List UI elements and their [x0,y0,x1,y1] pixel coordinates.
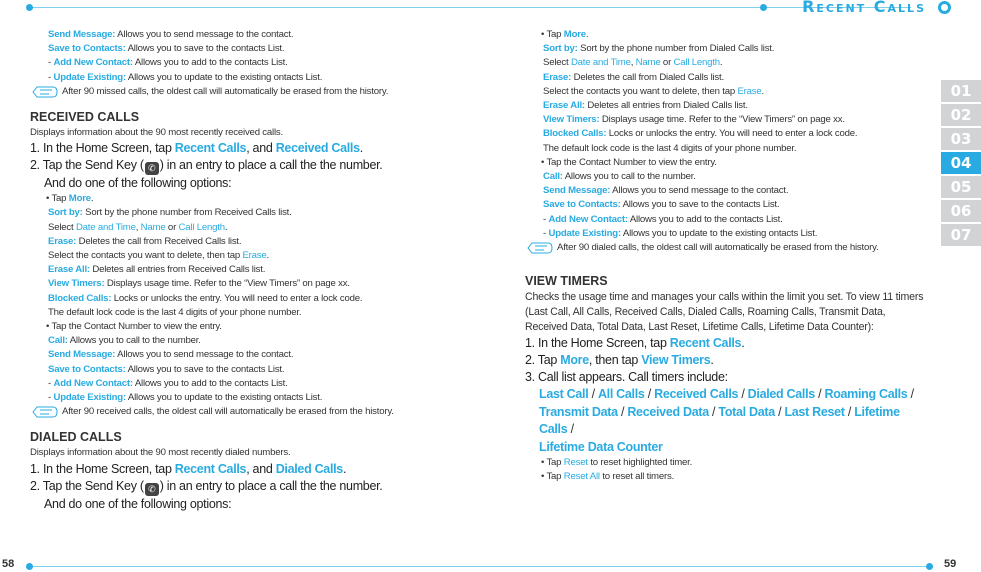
lock-code-note: The default lock code is the last 4 digits of your phone number. [48,306,302,318]
section-title: Recent Calls [802,0,926,16]
timers-step-1: 1. In the Home Screen, tap Recent Calls. [525,336,745,351]
option-call: Call: Allows you to call to the number. [48,335,201,347]
received-step-2-sub: And do one of the following options: [44,176,232,191]
recent-calls-link[interactable]: Recent Calls [174,461,247,476]
option-save-to-contacts: Save to Contacts: Allows you to save to the contacts List. [48,363,285,375]
option-send-message: Send Message: Allows you to send message to the contact. [48,29,294,40]
timer-total-data[interactable]: Total Data [718,404,775,419]
option-add-new-contact: - Add New Contact: Allows you to add to the contacts List. [48,377,288,389]
received-step-1: 1. In the Home Screen, tap Recent Calls, and Received Calls. [30,141,363,156]
top-rule-dot [26,4,33,11]
option-update-existing: - Update Existing: Allows you to update to the existing ontacts List. [48,71,323,83]
received-calls-heading: RECEIVED CALLS [30,110,140,125]
option-send-message: Send Message: Allows you to send message to the contact. [543,185,789,197]
phone-icon: ✆ [145,162,159,175]
bottom-rule-dot-left [26,563,33,570]
more-link[interactable]: More [68,193,91,205]
option-erase: Erase: Deletes the call from Received Calls list. [48,235,242,247]
timer-all-calls[interactable]: All Calls [597,387,645,402]
option-update-existing: - Update Existing: Allows you to update to the existing ontacts List. [543,227,818,239]
more-link[interactable]: More [560,353,589,368]
sort-options: Select Date and Time, Name or Call Length. [48,221,228,233]
option-update-existing: - Update Existing: Allows you to update to the existing ontacts List. [48,392,323,404]
tap-contact-number: • Tap the Contact Number to view the entry. [46,321,222,333]
received-calls-link[interactable]: Received Calls [275,141,360,156]
option-blocked-calls: Blocked Calls: Locks or unlocks the entry. You will need to enter a lock code. [543,128,858,140]
option-send-message: Send Message: Allows you to send message to the contact. [48,349,294,361]
option-view-timers: View Timers: Displays usage time. Refer to the “View Timers” on page xx. [543,114,845,126]
option-erase-all: Erase All: Deletes all entries from Received Calls list. [48,264,266,276]
view-timers-heading: VIEW TIMERS [525,274,608,289]
page-number-right: 59 [944,558,957,570]
lock-code-note: The default lock code is the last 4 digits of your phone number. [543,142,797,154]
recent-calls-link[interactable]: Recent Calls [669,336,742,351]
reset-all-link[interactable]: Reset All [563,471,600,483]
view-timers-link[interactable]: View Timers [641,353,711,368]
chapter-tab-01[interactable]: 01 [941,80,981,102]
note: After 90 received calls, the oldest call will automatically be erased from the history. [30,405,470,419]
tap-contact-number: • Tap the Contact Number to view the entry. [541,156,717,168]
timer-lifetime-calls[interactable]: Lifetime Calls [539,404,900,437]
chapter-tab-05[interactable]: 05 [941,176,981,198]
chapter-tab-04[interactable]: 04 [941,152,981,174]
note: After 90 missed calls, the oldest call will automatically be erased from the history. [30,85,470,99]
bottom-rule [30,566,931,567]
left-column [30,28,470,513]
header-dot [760,4,767,11]
header-ring-dot [938,1,951,14]
chapter-tabs [941,80,981,248]
option-save-to-contacts: Save to Contacts: Allows you to save to the contacts List. [543,199,780,211]
option-call: Call: Allows you to call to the number. [543,171,696,183]
chapter-tab-03[interactable]: 03 [941,128,981,150]
option-erase: Erase: Deletes the call from Dialed Calls list. [543,71,724,83]
timer-roaming-calls[interactable]: Roaming Calls [824,387,908,402]
reset-link[interactable]: Reset [563,457,588,469]
tap-reset-all: • Tap Reset All to reset all timers. [541,471,675,483]
option-sort-by: Sort by: Sort by the phone number from Dialed Calls list. [543,43,775,55]
option-sort-by: Sort by: Sort by the phone number from Received Calls list. [48,207,292,219]
view-timers-description: Checks the usage time and manages your calls within the limit you set. To view 11 timers (Last Call, All Calls, Received Calls, Dialed Calls, Roaming Calls, Transmit Data, Received Data, Total Data, Last Reset, Lifetime Calls, Lifetime Data Counter): [525,291,924,334]
timer-transmit-data[interactable]: Transmit Data [539,404,618,419]
option-erase-all: Erase All: Deletes all entries from Dialed Calls list. [543,100,748,112]
timer-lifetime-data-counter[interactable]: Lifetime Data Counter [539,439,663,454]
received-tap-more: • Tap More. [46,193,94,205]
chapter-tab-07[interactable]: 07 [941,224,981,246]
top-rule [30,7,911,8]
erase-instructions: Select the contacts you want to delete, then tap Erase. [543,85,764,97]
timer-received-data[interactable]: Received Data [627,404,709,419]
dialed-step-2-sub: And do one of the following options: [44,496,232,511]
option-save-to-contacts: Save to Contacts: Allows you to save to the contacts List. [48,43,285,55]
chapter-tab-06[interactable]: 06 [941,200,981,222]
option-add-new-contact: - Add New Contact: Allows you to add to the contacts List. [48,57,288,69]
timer-last-reset[interactable]: Last Reset [784,404,845,419]
timer-list: Last Call / All Calls / Received Calls / Dialed Calls / Roaming Calls / Transmit Data / Received Data / Total Data / Last Reset / Lifetime Calls / Lifetime Data Counter [539,387,914,454]
option-add-new-contact: - Add New Contact: Allows you to add to the contacts List. [543,213,783,225]
dialed-step-2: 2. Tap the Send Key ( ✆ ) in an entry to place a call the the number. [30,478,383,494]
dialed-calls-heading: DIALED CALLS [30,430,122,445]
bottom-rule-dot-right [926,563,933,570]
timer-last-call[interactable]: Last Call [539,387,589,402]
erase-instructions: Select the contacts you want to delete, then tap Erase. [48,250,269,262]
dialed-tap-more: • Tap More. [541,29,589,40]
timers-step-2: 2. Tap More, then tap View Timers. [525,353,714,368]
page-number-left: 58 [2,558,15,570]
note-icon [32,86,58,98]
note: After 90 dialed calls, the oldest call will automatically be erased from the history. [525,241,925,255]
option-blocked-calls: Blocked Calls: Locks or unlocks the entry. You will need to enter a lock code. [48,292,363,304]
tap-reset: • Tap Reset to reset highlighted timer. [541,457,693,469]
phone-icon: ✆ [145,483,159,496]
timers-step-3: 3. Call list appears. Call timers include: [525,370,728,385]
dialed-calls-description: Displays information about the 90 most recently dialed numbers. [30,447,291,459]
dialed-step-1: 1. In the Home Screen, tap Recent Calls, and Dialed Calls. [30,461,347,476]
sort-options: Select Date and Time, Name or Call Length. [543,57,723,69]
note-icon [32,406,58,418]
timer-dialed-calls[interactable]: Dialed Calls [747,387,815,402]
dialed-calls-link[interactable]: Dialed Calls [275,461,343,476]
received-calls-description: Displays information about the 90 most recently received calls. [30,127,283,139]
timer-received-calls[interactable]: Received Calls [654,387,739,402]
received-step-2: 2. Tap the Send Key ( ✆ ) in an entry to place a call the the number. [30,158,383,174]
chapter-tab-02[interactable]: 02 [941,104,981,126]
right-column [525,28,925,485]
note-icon [527,242,553,254]
recent-calls-link[interactable]: Recent Calls [174,141,247,156]
more-link[interactable]: More [563,29,586,40]
option-view-timers: View Timers: Displays usage time. Refer to the “View Timers” on page xx. [48,278,350,290]
